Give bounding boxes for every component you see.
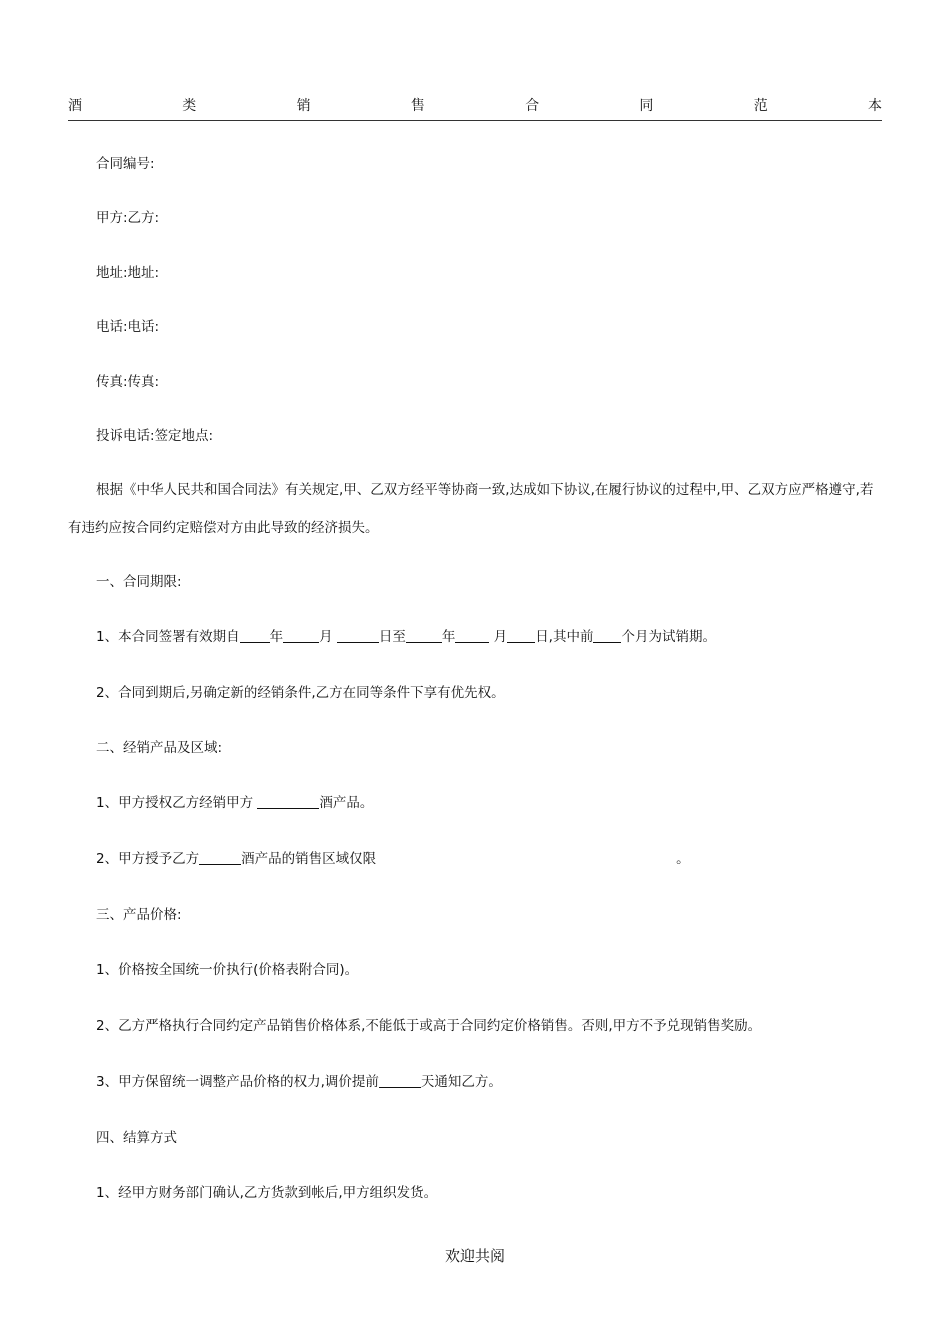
section-2-heading: 二、经销产品及区域:: [96, 740, 223, 756]
title-char: 同: [639, 98, 654, 114]
text-segment: 年: [269, 629, 284, 645]
blank-trial-months: [593, 628, 621, 643]
section-4-heading: 四、结算方式: [96, 1130, 177, 1146]
section-2-item-1: [96, 793, 373, 813]
text-segment: 3、甲方保留统一调整产品价格的权力,调价提前: [96, 1074, 379, 1090]
blank-year-end: [406, 628, 442, 643]
phone-field: 电话:电话:: [96, 319, 160, 335]
section-3-item-3: [96, 1072, 502, 1092]
document-title: [68, 96, 882, 121]
text-segment: 月: [319, 629, 337, 645]
title-char: 本: [867, 98, 882, 114]
blank-product-name: [199, 850, 241, 865]
section-2-item-2: [96, 849, 690, 869]
section-3-item-1: 1、价格按全国统一价执行(价格表附合同)。: [96, 962, 359, 978]
parties-field: 甲方:乙方:: [96, 210, 160, 226]
section-1-item-1: [96, 627, 716, 647]
blank-month-start: [283, 628, 319, 643]
text-segment: 日至: [378, 629, 406, 645]
section-1-heading: 一、合同期限:: [96, 574, 182, 590]
title-char: 类: [182, 98, 197, 114]
intro-paragraph: 根据《中华人民共和国合同法》有关规定,甲、乙双方经平等协商一致,达成如下协议,在履行协议的过程中,甲、乙双方应严格遵守,若有违约应按合同约定赔偿对方由此导致的经济损失。: [68, 482, 874, 536]
fax-field: 传真:传真:: [96, 374, 160, 390]
text-segment: 日,其中前: [535, 629, 594, 645]
blank-year-start: [240, 628, 270, 643]
text-segment: 个月为试销期。: [621, 629, 716, 645]
blank-month-end: [455, 628, 489, 643]
section-3-heading: 三、产品价格:: [96, 907, 182, 923]
page-footer: 欢迎共阅: [444, 1247, 505, 1265]
address-field: 地址:地址:: [96, 265, 160, 281]
contract-number-field: 合同编号:: [96, 156, 155, 172]
text-segment: 1、本合同签署有效期自: [96, 629, 240, 645]
title-char: 酒: [68, 98, 82, 114]
text-segment: 月: [489, 629, 508, 645]
section-1-item-2: 2、合同到期后,另确定新的经销条件,乙方在同等条件下享有优先权。: [96, 685, 505, 701]
text-segment: 2、甲方授予乙方: [96, 851, 200, 867]
blank-day-end: [507, 628, 535, 643]
blank-notice-days: [379, 1073, 421, 1088]
text-segment: 酒产品。: [319, 795, 374, 811]
title-char: 范: [753, 98, 768, 114]
text-segment: 。: [676, 851, 690, 867]
text-segment: 1、甲方授权乙方经销甲方: [96, 795, 258, 811]
title-char: 售: [410, 98, 425, 114]
title-char: 合: [525, 98, 540, 114]
blank-day-start: [337, 628, 379, 643]
complaint-sign-place-field: 投诉电话:签定地点:: [96, 428, 214, 444]
text-segment: 酒产品的销售区域仅限: [241, 851, 377, 867]
text-segment: 天通知乙方。: [420, 1074, 502, 1090]
title-char: 销: [296, 98, 311, 114]
blank-product-brand: [257, 794, 319, 809]
section-4-item-1: 1、经甲方财务部门确认,乙方货款到帐后,甲方组织发货。: [96, 1185, 438, 1201]
section-3-item-2: 2、乙方严格执行合同约定产品销售价格体系,不能低于或高于合同约定价格销售。否则,甲方不予兑现销售奖励。: [96, 1018, 762, 1034]
text-segment: 年: [441, 629, 456, 645]
